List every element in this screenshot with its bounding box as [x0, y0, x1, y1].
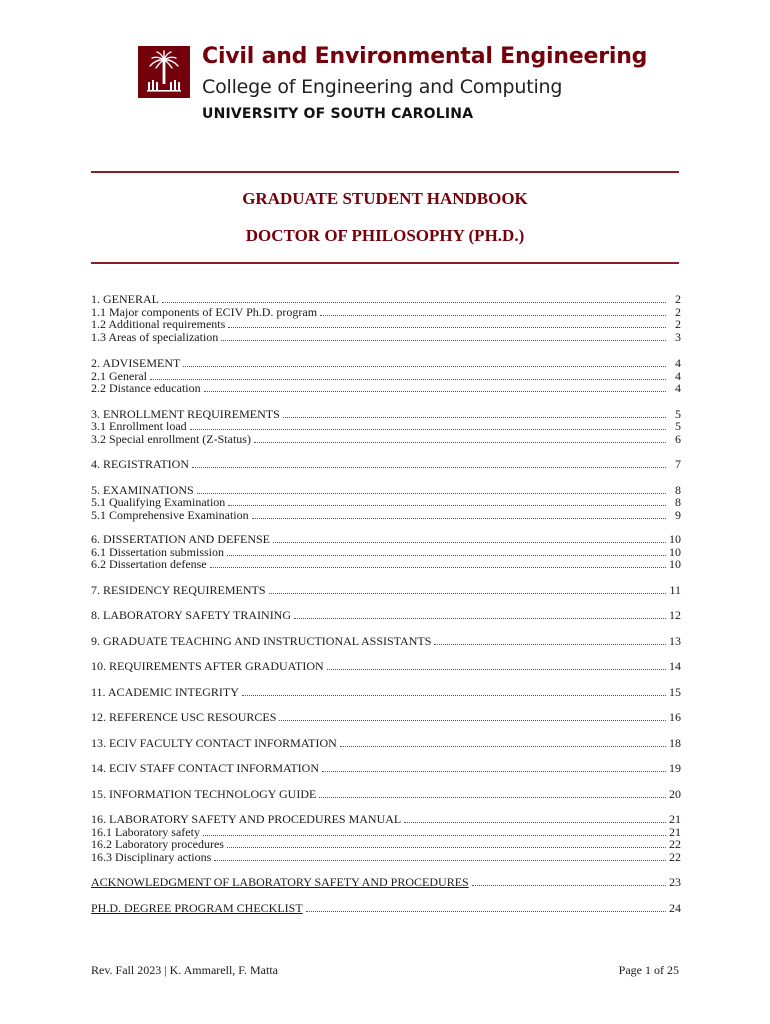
dot-leader [192, 458, 666, 468]
dot-leader [254, 433, 666, 443]
toc-entry-label: 9. GRADUATE TEACHING AND INSTRUCTIONAL ASSISTANTS [91, 633, 432, 648]
toc-section [91, 609, 681, 622]
toc-entry-label: 3.2 Special enrollment (Z-Status) [91, 431, 251, 446]
toc-entry-page: 7 [675, 457, 681, 471]
toc-entry-page: 4 [675, 381, 681, 395]
toc-entry-page: 8 [675, 495, 681, 509]
toc-section [91, 876, 681, 889]
toc-entry[interactable] [91, 686, 681, 699]
toc-entry-page: 12 [669, 608, 681, 622]
toc-entry-label: 4. REGISTRATION [91, 457, 189, 471]
dot-leader [204, 382, 666, 392]
dot-leader [404, 813, 666, 823]
toc-entry-label: 2.2 Distance education [91, 381, 201, 395]
toc-entry[interactable] [91, 876, 681, 889]
toc-entry-label: 16.3 Disciplinary actions [91, 849, 212, 864]
toc-entry-label: 5.1 Comprehensive Examination [91, 507, 249, 522]
dot-leader [340, 737, 666, 747]
toc-entry-page: 10 [669, 544, 681, 559]
dot-leader [319, 788, 666, 798]
dot-leader [320, 306, 666, 316]
toc-entry-label: PH.D. DEGREE PROGRAM CHECKLIST [91, 900, 303, 915]
dot-leader [269, 584, 666, 594]
dot-leader [228, 496, 666, 506]
toc-entry-label: 16. LABORATORY SAFETY AND PROCEDURES MANUAL [91, 812, 402, 826]
toc-entry-page: 23 [669, 875, 681, 889]
toc-entry-page: 24 [669, 900, 681, 915]
toc-entry[interactable] [91, 558, 681, 571]
degree-title: DOCTOR OF PHILOSOPHY (PH.D.) [245, 226, 525, 245]
dot-leader [162, 293, 666, 303]
dot-leader [227, 546, 666, 556]
toc-entry[interactable] [91, 357, 681, 370]
toc-entry-label: 6.2 Dissertation defense [91, 557, 207, 571]
toc-entry[interactable] [91, 660, 681, 673]
toc-entry-page: 6 [675, 431, 681, 446]
toc-entry[interactable] [91, 496, 681, 509]
toc-section [91, 788, 681, 801]
toc-entry[interactable] [91, 788, 681, 801]
toc-entry-label: 1.3 Areas of specialization [91, 329, 219, 344]
college-name: College of Engineering and Computing [202, 76, 563, 98]
dot-leader [227, 838, 666, 848]
toc-entry-label: ACKNOWLEDGMENT OF LABORATORY SAFETY AND PROCEDURES [91, 875, 469, 889]
toc-entry-page: 21 [669, 824, 681, 839]
dot-leader [434, 635, 666, 645]
toc-entry[interactable] [91, 331, 681, 344]
dot-leader [322, 762, 666, 772]
dot-leader [183, 357, 666, 367]
toc-entry[interactable] [91, 420, 681, 433]
toc-entry[interactable] [91, 533, 681, 546]
bottom-divider [91, 262, 679, 264]
toc-entry-label: 1. GENERAL [91, 292, 159, 306]
toc-entry-page: 11 [669, 582, 681, 597]
dot-leader [279, 711, 666, 721]
toc-section [91, 762, 681, 775]
toc-entry-page: 8 [675, 482, 681, 497]
toc-entry[interactable] [91, 293, 681, 306]
dot-leader [242, 686, 666, 696]
toc-section [91, 533, 681, 571]
toc-entry-label: 6.1 Dissertation submission [91, 544, 225, 559]
toc-entry-label: 3.1 Enrollment load [91, 419, 187, 433]
toc-entry-page: 13 [669, 633, 681, 648]
dot-leader [228, 318, 666, 328]
toc-entry-page: 16 [669, 710, 681, 724]
toc-entry[interactable] [91, 902, 681, 915]
toc-entry[interactable] [91, 635, 681, 648]
dot-leader [221, 331, 666, 341]
toc-entry-page: 4 [675, 356, 681, 370]
toc-entry[interactable] [91, 711, 681, 724]
toc-entry-label: 8. LABORATORY SAFETY TRAINING [91, 608, 292, 622]
toc-entry-label: 2.1 General [91, 368, 147, 383]
toc-entry-label: 13. ECIV FACULTY CONTACT INFORMATION [91, 735, 337, 750]
top-divider [91, 171, 679, 173]
toc-entry[interactable] [91, 609, 681, 622]
toc-section [91, 711, 681, 724]
university-name: UNIVERSITY OF SOUTH CAROLINA [202, 106, 474, 122]
toc-entry-label: 5. EXAMINATIONS [91, 482, 194, 497]
toc-entry[interactable] [91, 737, 681, 750]
toc-section [91, 484, 681, 522]
palmetto-tree-icon [138, 46, 190, 98]
toc-entry[interactable] [91, 584, 681, 597]
toc-entry-label: 7. RESIDENCY REQUIREMENTS [91, 582, 266, 597]
toc-entry-page: 2 [675, 317, 681, 331]
toc-entry-label: 1.2 Additional requirements [91, 317, 226, 331]
toc-entry-page: 2 [675, 292, 681, 306]
toc-entry[interactable] [91, 382, 681, 395]
toc-entry[interactable] [91, 762, 681, 775]
dot-leader [472, 876, 666, 886]
toc-entry-label: 14. ECIV STAFF CONTACT INFORMATION [91, 761, 319, 775]
toc-entry[interactable] [91, 851, 681, 864]
toc-section [91, 458, 681, 471]
toc-entry-page: 21 [669, 812, 681, 826]
dot-leader [273, 533, 666, 543]
toc-entry[interactable] [91, 838, 681, 851]
letterhead [138, 46, 658, 126]
toc-entry-page: 19 [669, 761, 681, 775]
toc-entry-label: 3. ENROLLMENT REQUIREMENTS [91, 406, 280, 421]
toc-entry-label: 6. DISSERTATION AND DEFENSE [91, 532, 270, 546]
toc-entry-label: 2. ADVISEMENT [91, 356, 181, 370]
toc-entry-label: 16.1 Laboratory safety [91, 824, 200, 839]
page-number: Page 1 of 25 [618, 963, 679, 977]
toc-entry-page: 3 [675, 329, 681, 344]
dot-leader [197, 484, 666, 494]
department-name: Civil and Environmental Engineering [202, 44, 648, 69]
revision-footer: Rev. Fall 2023 | K. Ammarell, F. Matta [91, 963, 278, 977]
toc-section [91, 357, 681, 395]
toc-entry-page: 9 [675, 507, 681, 522]
toc-section [91, 902, 681, 915]
toc-section [91, 584, 681, 597]
toc-section [91, 635, 681, 648]
dot-leader [294, 609, 666, 619]
toc-entry-page: 10 [669, 532, 681, 546]
toc-entry-page: 22 [669, 849, 681, 864]
toc-entry-page: 15 [669, 684, 681, 699]
toc-entry-page: 5 [675, 406, 681, 421]
dot-leader [283, 408, 666, 418]
dot-leader [252, 509, 666, 519]
toc-section [91, 660, 681, 673]
toc-entry-page: 10 [669, 557, 681, 571]
dot-leader [210, 558, 666, 568]
toc-entry-page: 2 [675, 304, 681, 319]
toc-entry-page: 20 [669, 786, 681, 801]
dot-leader [203, 826, 666, 836]
toc-entry-label: 12. REFERENCE USC RESOURCES [91, 710, 277, 724]
toc-section [91, 737, 681, 750]
toc-entry[interactable] [91, 509, 681, 522]
dot-leader [190, 420, 666, 430]
toc-entry-label: 10. REQUIREMENTS AFTER GRADUATION [91, 659, 324, 673]
handbook-title: GRADUATE STUDENT HANDBOOK [242, 189, 528, 208]
toc-entry[interactable] [91, 458, 681, 471]
toc-section [91, 813, 681, 863]
dot-leader [306, 902, 666, 912]
dot-leader [150, 370, 666, 380]
dot-leader [327, 660, 666, 670]
table-of-contents [91, 293, 681, 914]
toc-entry[interactable] [91, 813, 681, 826]
toc-entry-label: 16.2 Laboratory procedures [91, 837, 224, 851]
toc-section [91, 408, 681, 446]
toc-entry-label: 15. INFORMATION TECHNOLOGY GUIDE [91, 786, 317, 801]
toc-entry-page: 18 [669, 735, 681, 750]
toc-entry-label: 11. ACADEMIC INTEGRITY [91, 684, 239, 699]
toc-entry-label: 1.1 Major components of ECIV Ph.D. program [91, 304, 318, 319]
toc-section [91, 293, 681, 343]
toc-entry[interactable] [91, 433, 681, 446]
toc-entry-page: 5 [675, 419, 681, 433]
toc-entry[interactable] [91, 318, 681, 331]
toc-section [91, 686, 681, 699]
toc-entry-page: 4 [675, 368, 681, 383]
toc-entry-label: 5.1 Qualifying Examination [91, 495, 226, 509]
dot-leader [214, 851, 666, 861]
toc-entry-page: 14 [669, 659, 681, 673]
toc-entry-page: 22 [669, 837, 681, 851]
